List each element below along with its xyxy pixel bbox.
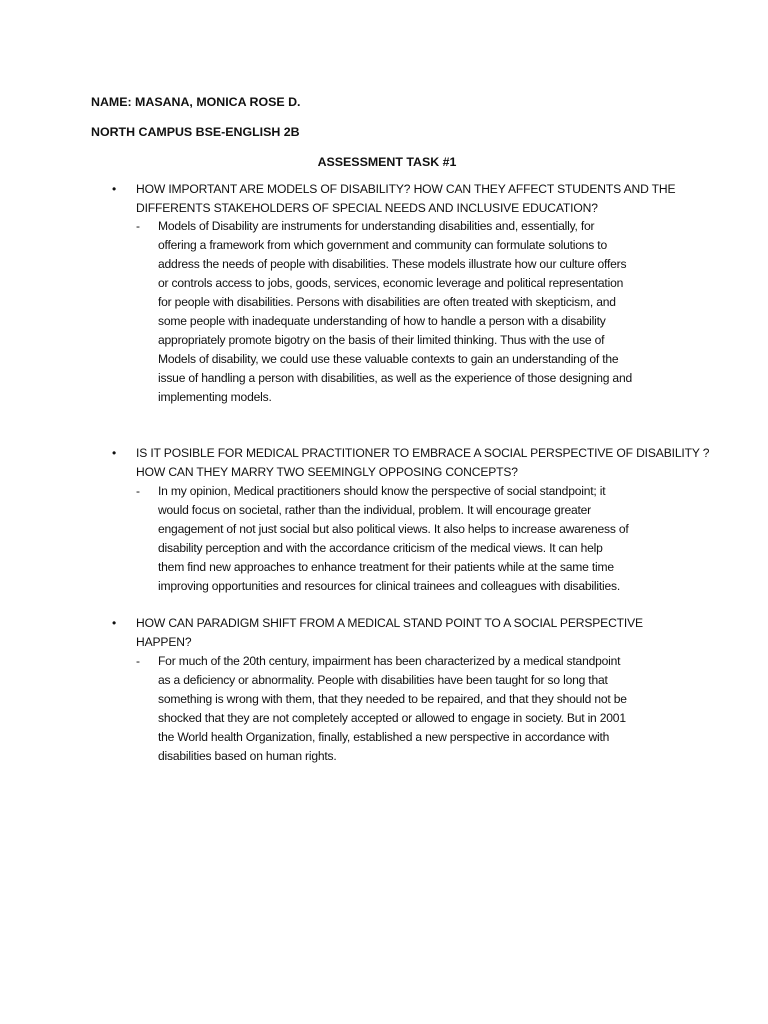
answer-line: or controls access to jobs, goods, services, economic leverage and political representation (158, 276, 624, 290)
question-line: HOW IMPORTANT ARE MODELS OF DISABILITY? HOW CAN THEY AFFECT STUDENTS AND THE (136, 182, 676, 196)
answer-line: appropriately promote bigotry on the basis of their limited thinking. Thus with the use of (158, 333, 605, 347)
answer-line: engagement of not just social but also political views. It also helps to increase awareness of (158, 522, 629, 536)
question-2 (136, 444, 710, 482)
answer-line: improving opportunities and resources for clinical trainees and colleagues with disabilities. (158, 579, 621, 593)
dash-marker: - (136, 654, 140, 668)
answer-line: implementing models. (158, 390, 272, 404)
answer-line: Models of Disability are instruments for understanding disabilities and, essentially, for (158, 219, 595, 233)
question-line: HAPPEN? (136, 635, 192, 649)
answer-line: In my opinion, Medical practitioners should know the perspective of social standpoint; it (158, 484, 606, 498)
answer-line: offering a framework from which government and community can formulate solutions to (158, 238, 607, 252)
question-line: IS IT POSIBLE FOR MEDICAL PRACTITIONER TO EMBRACE A SOCIAL PERSPECTIVE OF DISABILITY ? (136, 446, 710, 460)
answer-1 (158, 217, 688, 407)
bullet-icon: • (112, 446, 117, 460)
question-3 (136, 614, 684, 652)
answer-line: them find new approaches to enhance treatment for their patients while at the same time (158, 560, 614, 574)
assessment-title: ASSESSMENT TASK #1 (317, 155, 457, 169)
dash-marker: - (136, 219, 140, 233)
answer-line: disabilities based on human rights. (158, 749, 337, 763)
answer-line: address the needs of people with disabilities. These models illustrate how our culture offers (158, 257, 627, 271)
answer-line: Models of disability, we could use these valuable contexts to gain an understanding of the (158, 352, 619, 366)
question-line: DIFFERENTS STAKEHOLDERS OF SPECIAL NEEDS AND INCLUSIVE EDUCATION? (136, 201, 598, 215)
answer-line: for people with disabilities. Persons with disabilities are often treated with skepticism, and (158, 295, 616, 309)
answer-line: some people with inadequate understanding of how to handle a person with a disability (158, 314, 606, 328)
answer-line: For much of the 20th century, impairment has been characterized by a medical standpoint (158, 654, 621, 668)
bullet-icon: • (112, 616, 117, 630)
dash-marker: - (136, 484, 140, 498)
answer-line: as a deficiency or abnormality. People with disabilities have been taught for so long that (158, 673, 608, 687)
answer-line: the World health Organization, finally, established a new perspective in accordance with (158, 730, 610, 744)
question-line: HOW CAN THEY MARRY TWO SEEMINGLY OPPOSING CONCEPTS? (136, 465, 518, 479)
campus-course: NORTH CAMPUS BSE-ENGLISH 2B (91, 125, 300, 139)
question-line: HOW CAN PARADIGM SHIFT FROM A MEDICAL STAND POINT TO A SOCIAL PERSPECTIVE (136, 616, 643, 630)
answer-line: something is wrong with them, that they needed to be repaired, and that they should not be (158, 692, 627, 706)
student-name: NAME: MASANA, MONICA ROSE D. (91, 95, 301, 109)
answer-line: shocked that they are not completely accepted or allowed to engage in society. But in 2001 (158, 711, 626, 725)
answer-2 (158, 482, 688, 596)
answer-line: issue of handling a person with disabilities, as well as the experience of those designing and (158, 371, 632, 385)
answer-3 (158, 652, 688, 766)
answer-line: would focus on societal, rather than the individual, problem. It will encourage greater (158, 503, 592, 517)
bullet-icon: • (112, 182, 117, 196)
question-1 (136, 180, 684, 218)
answer-line: disability perception and with the accordance criticism of the medical views. It can help (158, 541, 603, 555)
